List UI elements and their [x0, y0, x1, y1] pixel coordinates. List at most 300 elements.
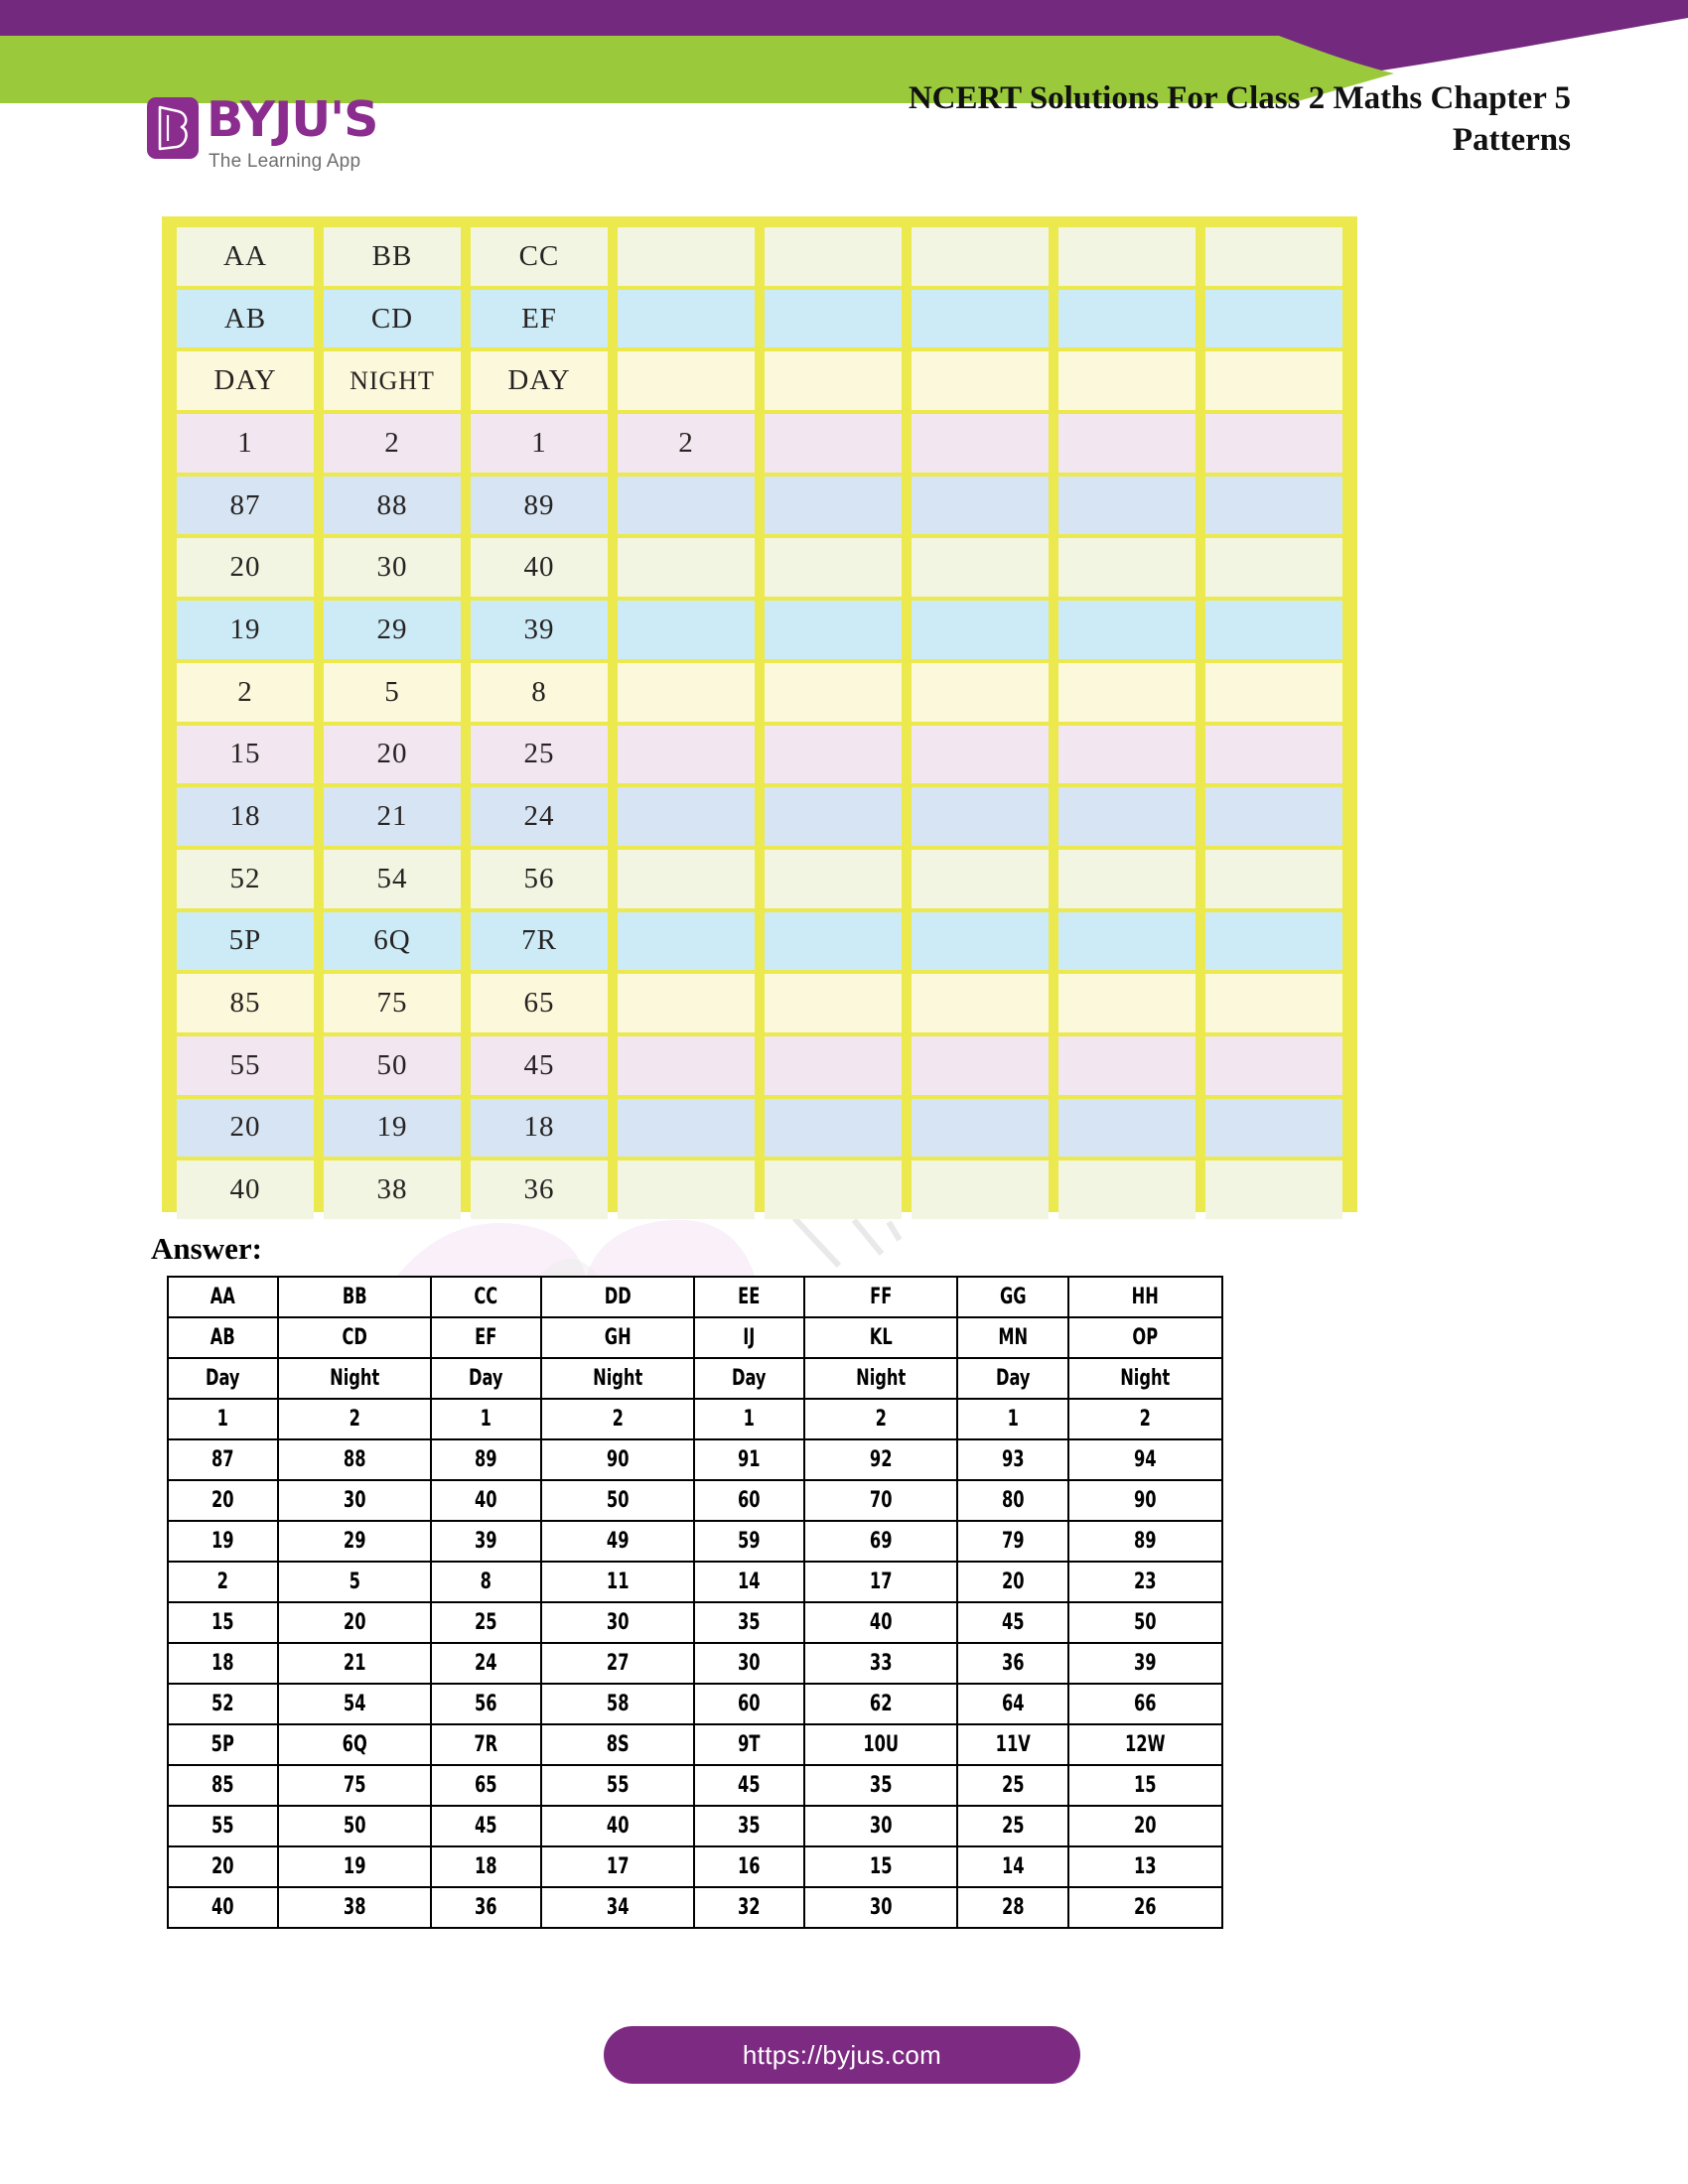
puzzle-cell-filled[interactable]: 1 [177, 414, 314, 473]
answer-table-cell: IJ [704, 1317, 794, 1358]
answer-table-cell: 30 [554, 1602, 680, 1643]
puzzle-cell-empty[interactable] [1205, 912, 1342, 971]
puzzle-cell-empty[interactable] [1205, 726, 1342, 784]
answer-heading: Answer: [151, 1231, 262, 1266]
answer-table-cell: 24 [441, 1643, 531, 1684]
puzzle-cell-empty[interactable] [1058, 227, 1196, 286]
answer-table-cell: 2 [554, 1399, 680, 1439]
puzzle-cell-empty[interactable] [765, 414, 902, 473]
puzzle-cell-empty[interactable] [765, 974, 902, 1032]
answer-table-cell: 75 [291, 1765, 417, 1806]
puzzle-cell-empty[interactable] [765, 912, 902, 971]
answer-table-row [168, 1724, 1222, 1765]
answer-table-cell: 19 [291, 1846, 417, 1887]
puzzle-cell-empty[interactable] [765, 787, 902, 846]
puzzle-cell-filled[interactable]: BB [324, 227, 461, 286]
puzzle-cell-empty[interactable] [1205, 974, 1342, 1032]
puzzle-cell-empty[interactable] [618, 290, 755, 348]
puzzle-cell-empty[interactable] [912, 912, 1049, 971]
puzzle-cell-filled[interactable]: 29 [324, 601, 461, 659]
puzzle-cell-filled[interactable]: 52 [177, 850, 314, 908]
answer-table-cell: 52 [178, 1684, 268, 1724]
byjus-url-button[interactable]: https://byjus.com [604, 2026, 1080, 2084]
puzzle-row [172, 1097, 1347, 1160]
answer-table-cell: 39 [441, 1521, 531, 1562]
answer-table-cell: Night [817, 1358, 943, 1399]
puzzle-cell-filled[interactable]: 30 [324, 538, 461, 597]
puzzle-cell-filled[interactable]: 7R [471, 912, 608, 971]
answer-table-cell: 32 [704, 1887, 794, 1928]
puzzle-cell-empty[interactable] [912, 477, 1049, 535]
puzzle-cell-empty[interactable] [618, 1036, 755, 1095]
answer-table-cell: 65 [441, 1765, 531, 1806]
answer-table-cell: 30 [291, 1480, 417, 1521]
puzzle-cell-filled[interactable]: AB [177, 290, 314, 348]
puzzle-cell-empty[interactable] [765, 601, 902, 659]
puzzle-row [172, 661, 1347, 724]
answer-table-cell: 39 [1082, 1643, 1208, 1684]
puzzle-cell-empty[interactable] [1205, 1160, 1342, 1219]
puzzle-cell-empty[interactable] [618, 351, 755, 410]
answer-table-cell: 2 [291, 1399, 417, 1439]
puzzle-cell-filled[interactable]: 24 [471, 787, 608, 846]
answer-table-cell: 93 [967, 1439, 1058, 1480]
puzzle-cell-empty[interactable] [1058, 351, 1196, 410]
answer-table-cell: 64 [967, 1684, 1058, 1724]
answer-table-cell: 80 [967, 1480, 1058, 1521]
answer-table-cell: 1 [704, 1399, 794, 1439]
answer-table-cell: 15 [1082, 1765, 1208, 1806]
answer-table-cell: 27 [554, 1643, 680, 1684]
answer-table-cell: 25 [967, 1765, 1058, 1806]
answer-table-cell: DD [554, 1277, 680, 1317]
puzzle-cell-empty[interactable] [618, 227, 755, 286]
answer-table-cell: 70 [817, 1480, 943, 1521]
puzzle-cell-filled[interactable]: 20 [324, 726, 461, 784]
answer-table-cell: 50 [1082, 1602, 1208, 1643]
puzzle-row [172, 910, 1347, 973]
answer-table-cell: 54 [291, 1684, 417, 1724]
answer-table-cell: Day [178, 1358, 268, 1399]
puzzle-cell-filled[interactable]: 19 [177, 601, 314, 659]
answer-table-cell: 40 [441, 1480, 531, 1521]
answer-table-row [168, 1887, 1222, 1928]
answer-table-cell: 9T [704, 1724, 794, 1765]
puzzle-cell-filled[interactable]: 55 [177, 1036, 314, 1095]
page-title [677, 77, 1571, 161]
puzzle-cell-filled[interactable]: NIGHT [324, 351, 461, 410]
answer-table-cell: 34 [554, 1887, 680, 1928]
answer-table-cell: 59 [704, 1521, 794, 1562]
answer-table-cell: 30 [817, 1887, 943, 1928]
answer-table-cell: BB [291, 1277, 417, 1317]
answer-table-cell: 66 [1082, 1684, 1208, 1724]
puzzle-cell-empty[interactable] [912, 663, 1049, 722]
answer-table-row [168, 1602, 1222, 1643]
answer-table-row [168, 1806, 1222, 1846]
answer-table-row [168, 1765, 1222, 1806]
answer-table-cell: 69 [817, 1521, 943, 1562]
puzzle-cell-empty[interactable] [765, 227, 902, 286]
answer-table-cell: 36 [441, 1887, 531, 1928]
puzzle-cell-filled[interactable]: 8 [471, 663, 608, 722]
answer-table-cell: Night [554, 1358, 680, 1399]
answer-table-cell: 56 [441, 1684, 531, 1724]
puzzle-cell-filled[interactable]: 50 [324, 1036, 461, 1095]
puzzle-cell-empty[interactable] [618, 912, 755, 971]
puzzle-cell-empty[interactable] [912, 538, 1049, 597]
answer-table-row [168, 1439, 1222, 1480]
puzzle-cell-empty[interactable] [912, 1099, 1049, 1158]
puzzle-cell-filled[interactable]: 38 [324, 1160, 461, 1219]
answer-table-row [168, 1562, 1222, 1602]
answer-table-cell: Day [441, 1358, 531, 1399]
puzzle-cell-empty[interactable] [618, 477, 755, 535]
puzzle-cell-empty[interactable] [1058, 1036, 1196, 1095]
puzzle-cell-filled[interactable]: EF [471, 290, 608, 348]
puzzle-cell-empty[interactable] [1058, 726, 1196, 784]
answer-table-cell: Day [967, 1358, 1058, 1399]
answer-table-cell: 94 [1082, 1439, 1208, 1480]
answer-table-cell: 50 [554, 1480, 680, 1521]
answer-table-cell: 17 [817, 1562, 943, 1602]
puzzle-cell-empty[interactable] [618, 974, 755, 1032]
answer-table-cell: 6Q [291, 1724, 417, 1765]
puzzle-cell-filled[interactable]: 20 [177, 1099, 314, 1158]
puzzle-cell-empty[interactable] [912, 1160, 1049, 1219]
answer-table-cell: EE [704, 1277, 794, 1317]
answer-table-cell: 30 [817, 1806, 943, 1846]
answer-table-cell: Night [1082, 1358, 1208, 1399]
puzzle-cell-empty[interactable] [912, 726, 1049, 784]
answer-table-row [168, 1643, 1222, 1684]
puzzle-cell-filled[interactable]: 18 [177, 787, 314, 846]
puzzle-cell-filled[interactable]: DAY [177, 351, 314, 410]
puzzle-cell-filled[interactable]: CC [471, 227, 608, 286]
answer-table-row [168, 1317, 1222, 1358]
puzzle-row [172, 288, 1347, 350]
answer-table-cell: 2 [178, 1562, 268, 1602]
puzzle-row [172, 724, 1347, 786]
puzzle-cell-empty[interactable] [618, 601, 755, 659]
puzzle-cell-filled[interactable]: 75 [324, 974, 461, 1032]
answer-table-cell: 18 [178, 1643, 268, 1684]
answer-table-cell: 40 [817, 1602, 943, 1643]
answer-table-cell: 8S [554, 1724, 680, 1765]
puzzle-cell-filled[interactable]: 2 [177, 663, 314, 722]
answer-table-cell: 62 [817, 1684, 943, 1724]
puzzle-cell-empty[interactable] [618, 1160, 755, 1219]
answer-table-cell: 20 [178, 1846, 268, 1887]
answer-table-cell: 25 [441, 1602, 531, 1643]
answer-table-cell: 30 [704, 1643, 794, 1684]
puzzle-cell-empty[interactable] [765, 538, 902, 597]
puzzle-cell-empty[interactable] [912, 290, 1049, 348]
answer-table-cell: 23 [1082, 1562, 1208, 1602]
answer-table-cell: 91 [704, 1439, 794, 1480]
answer-table-cell: 87 [178, 1439, 268, 1480]
answer-table-cell: 79 [967, 1521, 1058, 1562]
answer-table-cell: 85 [178, 1765, 268, 1806]
answer-table-cell: Day [704, 1358, 794, 1399]
puzzle-row [172, 475, 1347, 537]
answer-table-cell: Night [291, 1358, 417, 1399]
answer-table-cell: 45 [967, 1602, 1058, 1643]
puzzle-cell-empty[interactable] [1205, 1099, 1342, 1158]
logo-mark-icon [147, 97, 199, 159]
puzzle-cell-filled[interactable]: 54 [324, 850, 461, 908]
puzzle-cell-filled[interactable]: DAY [471, 351, 608, 410]
answer-table-cell: 60 [704, 1684, 794, 1724]
answer-table-cell: 40 [178, 1887, 268, 1928]
answer-table-cell: 58 [554, 1684, 680, 1724]
puzzle-cell-empty[interactable] [1205, 351, 1342, 410]
answer-table-cell: 45 [704, 1765, 794, 1806]
answer-table-cell: 55 [178, 1806, 268, 1846]
answer-table-cell: 92 [817, 1439, 943, 1480]
answer-table-cell: HH [1082, 1277, 1208, 1317]
puzzle-cell-empty[interactable] [618, 850, 755, 908]
puzzle-cell-empty[interactable] [765, 663, 902, 722]
puzzle-cell-filled[interactable]: 1 [471, 414, 608, 473]
answer-table-cell: 16 [704, 1846, 794, 1887]
answer-table-cell: 19 [178, 1521, 268, 1562]
answer-table-cell: 1 [967, 1399, 1058, 1439]
puzzle-cell-empty[interactable] [618, 726, 755, 784]
answer-table [167, 1276, 1223, 1929]
puzzle-cell-filled[interactable]: CD [324, 290, 461, 348]
puzzle-cell-empty[interactable] [912, 351, 1049, 410]
page-title-line-1: NCERT Solutions For Class 2 Maths Chapter 5 [908, 80, 1571, 116]
answer-table-cell: 50 [291, 1806, 417, 1846]
puzzle-cell-filled[interactable]: 25 [471, 726, 608, 784]
answer-table-cell: 1 [441, 1399, 531, 1439]
puzzle-cell-empty[interactable] [1058, 663, 1196, 722]
puzzle-cell-empty[interactable] [765, 1099, 902, 1158]
puzzle-cell-filled[interactable]: 5 [324, 663, 461, 722]
puzzle-cell-filled[interactable]: 40 [471, 538, 608, 597]
answer-table-row [168, 1399, 1222, 1439]
puzzle-cell-empty[interactable] [1058, 477, 1196, 535]
answer-table-cell: AA [178, 1277, 268, 1317]
answer-table-cell: 25 [967, 1806, 1058, 1846]
logo-tagline: The Learning App [209, 151, 361, 172]
puzzle-cell-empty[interactable] [1205, 850, 1342, 908]
puzzle-cell-empty[interactable] [912, 601, 1049, 659]
puzzle-cell-empty[interactable] [618, 787, 755, 846]
answer-table-row [168, 1684, 1222, 1724]
answer-table-cell: 20 [178, 1480, 268, 1521]
answer-table-cell: 28 [967, 1887, 1058, 1928]
puzzle-row [172, 349, 1347, 412]
answer-table-cell: 7R [441, 1724, 531, 1765]
puzzle-cell-empty[interactable] [912, 414, 1049, 473]
answer-table-cell: 1 [178, 1399, 268, 1439]
puzzle-cell-filled[interactable]: 6Q [324, 912, 461, 971]
puzzle-cell-filled[interactable]: 56 [471, 850, 608, 908]
answer-table-cell: CD [291, 1317, 417, 1358]
answer-table-cell: 5P [178, 1724, 268, 1765]
puzzle-row [172, 848, 1347, 910]
puzzle-cell-empty[interactable] [1058, 538, 1196, 597]
answer-table-row [168, 1480, 1222, 1521]
puzzle-cell-empty[interactable] [912, 974, 1049, 1032]
puzzle-cell-filled[interactable]: 2 [618, 414, 755, 473]
answer-table-cell: 15 [817, 1846, 943, 1887]
puzzle-cell-filled[interactable]: 18 [471, 1099, 608, 1158]
puzzle-cell-empty[interactable] [1205, 787, 1342, 846]
logo-b-glyph-icon [156, 105, 190, 151]
answer-table-cell: 35 [817, 1765, 943, 1806]
puzzle-cell-empty[interactable] [618, 663, 755, 722]
answer-table-cell: GH [554, 1317, 680, 1358]
answer-table-cell: 90 [1082, 1480, 1208, 1521]
puzzle-cell-filled[interactable]: 89 [471, 477, 608, 535]
puzzle-cell-empty[interactable] [1058, 974, 1196, 1032]
answer-table-cell: 60 [704, 1480, 794, 1521]
puzzle-cell-empty[interactable] [1058, 290, 1196, 348]
answer-table-cell: 88 [291, 1439, 417, 1480]
puzzle-cell-empty[interactable] [1058, 1160, 1196, 1219]
puzzle-cell-filled[interactable]: 87 [177, 477, 314, 535]
answer-table-cell: 15 [178, 1602, 268, 1643]
puzzle-cell-filled[interactable]: 2 [324, 414, 461, 473]
answer-table-cell: 49 [554, 1521, 680, 1562]
puzzle-row [172, 412, 1347, 475]
answer-table-cell: EF [441, 1317, 531, 1358]
puzzle-cell-filled[interactable]: 40 [177, 1160, 314, 1219]
puzzle-cell-empty[interactable] [1205, 1036, 1342, 1095]
puzzle-cell-filled[interactable]: 21 [324, 787, 461, 846]
answer-table-row [168, 1277, 1222, 1317]
answer-table-cell: 36 [967, 1643, 1058, 1684]
answer-table-cell: 20 [291, 1602, 417, 1643]
answer-table-cell: 35 [704, 1806, 794, 1846]
puzzle-cell-empty[interactable] [1058, 1099, 1196, 1158]
puzzle-cell-filled[interactable]: 20 [177, 538, 314, 597]
puzzle-cell-filled[interactable]: AA [177, 227, 314, 286]
puzzle-cell-empty[interactable] [912, 787, 1049, 846]
puzzle-cell-empty[interactable] [1205, 414, 1342, 473]
puzzle-cell-empty[interactable] [618, 1099, 755, 1158]
puzzle-row [172, 1159, 1347, 1221]
puzzle-cell-empty[interactable] [1058, 414, 1196, 473]
puzzle-cell-empty[interactable] [765, 726, 902, 784]
puzzle-cell-filled[interactable]: 36 [471, 1160, 608, 1219]
puzzle-row [172, 536, 1347, 599]
puzzle-cell-empty[interactable] [765, 1036, 902, 1095]
answer-table-cell: 20 [1082, 1806, 1208, 1846]
puzzle-row [172, 225, 1347, 288]
answer-table-cell: 55 [554, 1765, 680, 1806]
answer-table-cell: 8 [441, 1562, 531, 1602]
byjus-logo[interactable] [147, 91, 445, 179]
puzzle-cell-empty[interactable] [765, 477, 902, 535]
answer-table-row [168, 1846, 1222, 1887]
page-title-line-2: Patterns [1452, 122, 1571, 159]
answer-table-cell: 29 [291, 1521, 417, 1562]
puzzle-cell-filled[interactable]: 45 [471, 1036, 608, 1095]
puzzle-cell-empty[interactable] [1058, 601, 1196, 659]
puzzle-cell-empty[interactable] [618, 538, 755, 597]
puzzle-cell-empty[interactable] [1058, 912, 1196, 971]
answer-table-cell: FF [817, 1277, 943, 1317]
puzzle-cell-filled[interactable]: 15 [177, 726, 314, 784]
answer-table-cell: 11V [967, 1724, 1058, 1765]
answer-table-cell: 17 [554, 1846, 680, 1887]
answer-table-cell: 14 [967, 1846, 1058, 1887]
puzzle-cell-empty[interactable] [1205, 290, 1342, 348]
puzzle-cell-empty[interactable] [765, 1160, 902, 1219]
puzzle-cell-empty[interactable] [912, 850, 1049, 908]
puzzle-cell-empty[interactable] [765, 351, 902, 410]
answer-table-cell: 26 [1082, 1887, 1208, 1928]
answer-table-row [168, 1358, 1222, 1399]
answer-table-cell: CC [441, 1277, 531, 1317]
puzzle-cell-empty[interactable] [765, 290, 902, 348]
puzzle-cell-empty[interactable] [1205, 477, 1342, 535]
answer-table-cell: 5 [291, 1562, 417, 1602]
puzzle-cell-filled[interactable]: 65 [471, 974, 608, 1032]
answer-table-cell: 21 [291, 1643, 417, 1684]
puzzle-cell-empty[interactable] [1205, 601, 1342, 659]
answer-table-cell: 14 [704, 1562, 794, 1602]
answer-table-cell: 35 [704, 1602, 794, 1643]
answer-table-cell: 33 [817, 1643, 943, 1684]
answer-table-cell: AB [178, 1317, 268, 1358]
puzzle-row [172, 1034, 1347, 1097]
puzzle-cell-filled[interactable]: 88 [324, 477, 461, 535]
answer-table-cell: KL [817, 1317, 943, 1358]
puzzle-cell-empty[interactable] [912, 1036, 1049, 1095]
answer-table-cell: 18 [441, 1846, 531, 1887]
puzzle-cell-empty[interactable] [1205, 227, 1342, 286]
answer-table-row [168, 1521, 1222, 1562]
puzzle-cell-empty[interactable] [1058, 850, 1196, 908]
answer-table-cell: 89 [1082, 1521, 1208, 1562]
puzzle-cell-empty[interactable] [1205, 538, 1342, 597]
answer-table-cell: 2 [817, 1399, 943, 1439]
puzzle-cell-empty[interactable] [912, 227, 1049, 286]
puzzle-cell-filled[interactable]: 19 [324, 1099, 461, 1158]
pattern-puzzle-table [162, 216, 1357, 1212]
puzzle-cell-empty[interactable] [765, 850, 902, 908]
answer-table-cell: 40 [554, 1806, 680, 1846]
logo-wordmark: BYJU'S [207, 91, 378, 148]
answer-table-cell: 90 [554, 1439, 680, 1480]
puzzle-cell-filled[interactable]: 5P [177, 912, 314, 971]
puzzle-cell-empty[interactable] [1205, 663, 1342, 722]
puzzle-cell-empty[interactable] [1058, 787, 1196, 846]
answer-table-cell: 2 [1082, 1399, 1208, 1439]
answer-table-cell: MN [967, 1317, 1058, 1358]
answer-table-cell: 12W [1082, 1724, 1208, 1765]
puzzle-cell-filled[interactable]: 85 [177, 974, 314, 1032]
puzzle-cell-filled[interactable]: 39 [471, 601, 608, 659]
answer-table-cell: 11 [554, 1562, 680, 1602]
answer-table-cell: 89 [441, 1439, 531, 1480]
answer-table-cell: 38 [291, 1887, 417, 1928]
puzzle-row [172, 785, 1347, 848]
answer-table-cell: 10U [817, 1724, 943, 1765]
puzzle-row [172, 972, 1347, 1034]
answer-table-cell: OP [1082, 1317, 1208, 1358]
puzzle-row [172, 599, 1347, 661]
answer-table-cell: GG [967, 1277, 1058, 1317]
answer-table-cell: 45 [441, 1806, 531, 1846]
answer-table-cell: 20 [967, 1562, 1058, 1602]
answer-table-cell: 13 [1082, 1846, 1208, 1887]
